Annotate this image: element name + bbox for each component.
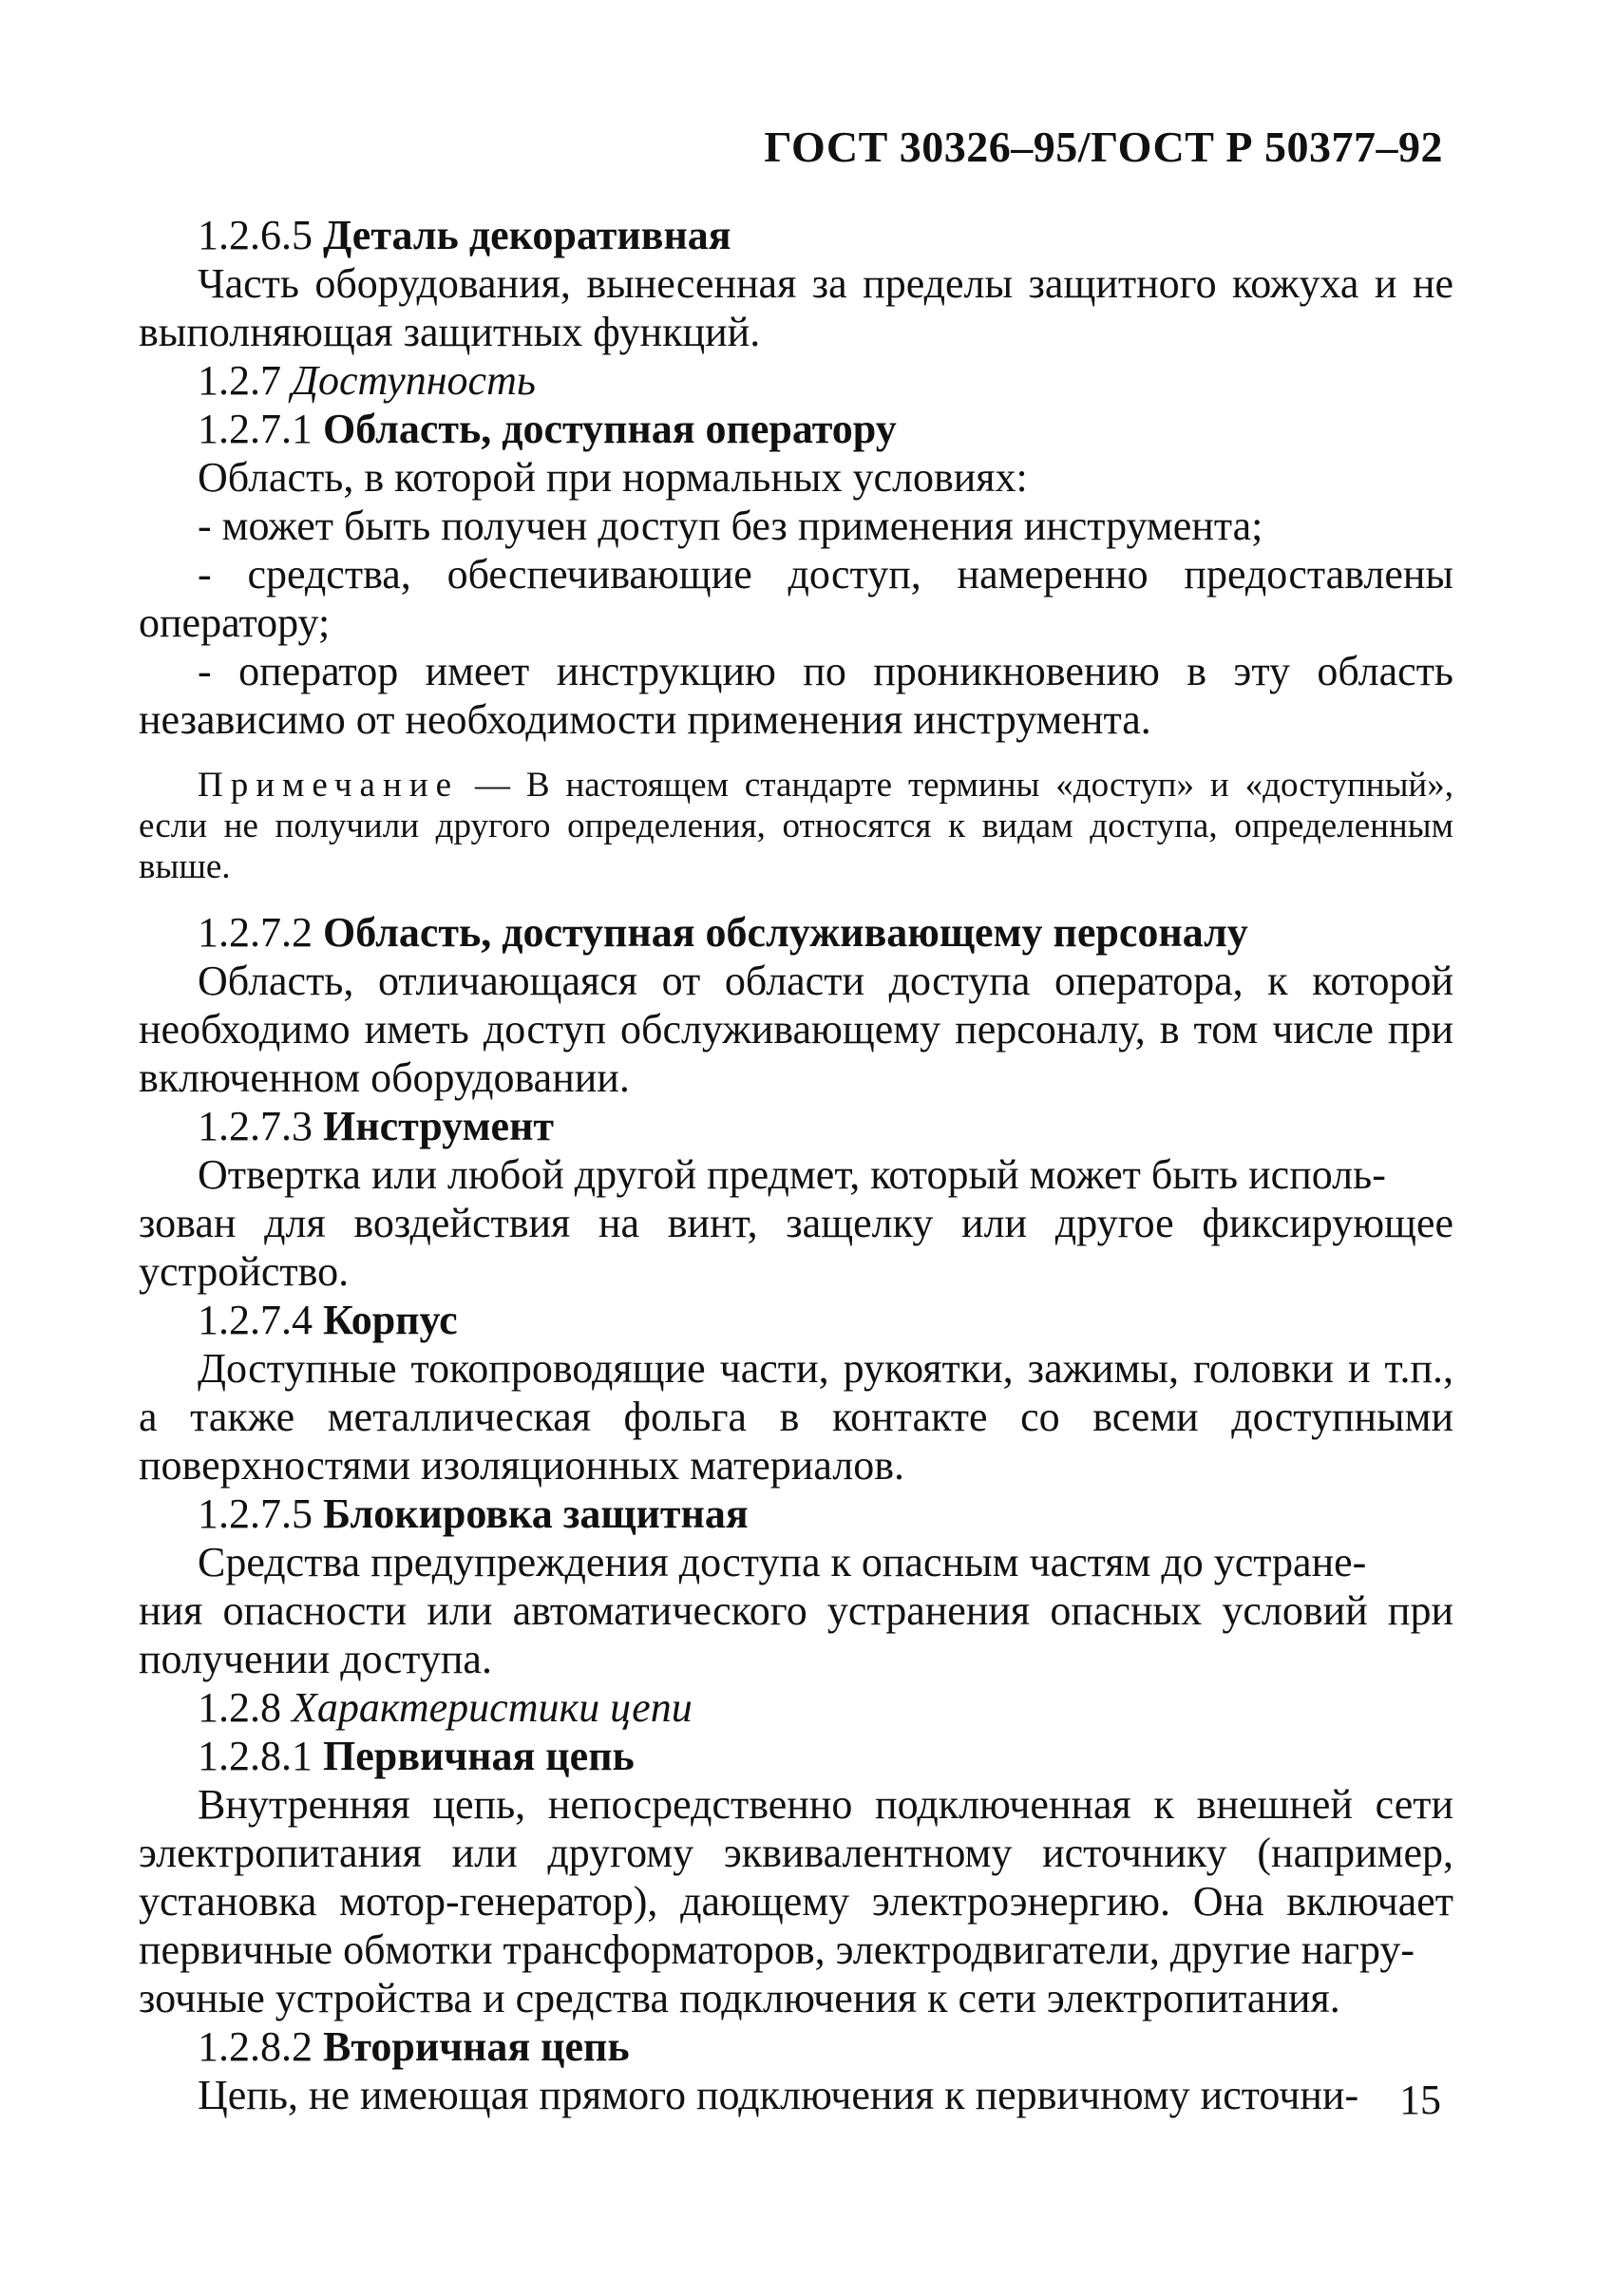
term-heading xyxy=(139,908,1453,957)
definition-paragraph xyxy=(139,957,1453,1102)
text-line: Отвертка или любой другой предмет, который может быть исполь- xyxy=(198,1151,1386,1198)
clause-number: 1.2.8 xyxy=(198,1684,281,1731)
text-line: необходимо иметь доступ обслуживающему персоналу, в том числе xyxy=(139,1006,1374,1053)
page-number: 15 xyxy=(1399,2077,1441,2123)
clause-number: 1.2.7.3 xyxy=(198,1103,313,1149)
clause-number: 1.2.7.5 xyxy=(198,1490,313,1537)
term-name: Область, доступная обслуживающему персоналу xyxy=(323,909,1248,956)
text-line: поверхностями изоляционных материалов. xyxy=(139,1442,904,1489)
definition-paragraph xyxy=(139,1150,1453,1296)
term-name: Блокировка защитная xyxy=(323,1490,749,1537)
term-heading xyxy=(139,1102,1453,1150)
note-paragraph xyxy=(139,765,1453,887)
text-line: не выполняющая защитных функций. xyxy=(139,260,1454,355)
clause-number: 1.2.8.2 xyxy=(198,2023,313,2070)
text-line: установка мотор-генератор), дающему электроэнергию. Она включает xyxy=(139,1878,1453,1925)
definition-paragraph xyxy=(139,1344,1453,1490)
text-line: Доступные токопроводящие части, рукоятки, зажимы, головки и xyxy=(198,1345,1371,1392)
text-line: Часть оборудования, вынесенная за пределы защитного кожуха и xyxy=(198,260,1397,307)
term-name: Деталь декоративная xyxy=(323,212,731,258)
term-name: Первичная цепь xyxy=(323,1733,635,1779)
section-title: Доступность xyxy=(292,357,536,404)
definition-paragraph xyxy=(139,259,1453,356)
text-line: получении доступа. xyxy=(139,1636,492,1682)
definition-paragraph xyxy=(139,502,1453,550)
term-heading xyxy=(139,1490,1453,1538)
text-line: - средства, обеспечивающие доступ, намеренно предоставлены xyxy=(198,551,1453,598)
text-line: зован для воздействия на винт, защелку или другое фиксирующее xyxy=(139,1200,1453,1246)
note-text: — В настоящем стандарте термины «доступ» и «доступный», если не получили другого определения, относятся к видам доступа, определенным выше. xyxy=(139,766,1453,886)
definition-paragraph xyxy=(139,647,1453,744)
clause-number: 1.2.7.1 xyxy=(198,406,313,452)
term-heading xyxy=(139,211,1453,259)
text-line: т.п., а также металлическая фольга в контакте со всеми доступными xyxy=(139,1345,1454,1440)
section-title: Характеристики цепи xyxy=(292,1684,693,1731)
clause-number: 1.2.7.2 xyxy=(198,909,313,956)
definition-paragraph xyxy=(139,1780,1453,2022)
clause-number: 1.2.6.5 xyxy=(198,212,313,258)
text-line: при включенном оборудовании. xyxy=(139,1006,1454,1101)
definition-paragraph xyxy=(139,550,1453,647)
definition-paragraph xyxy=(139,2071,1453,2119)
text-line: устройство. xyxy=(139,1248,350,1295)
text-line: Средства предупреждения доступа к опасным частям до устране- xyxy=(198,1539,1367,1585)
note-label: Примечание xyxy=(198,766,459,805)
term-name: Область, доступная оператору xyxy=(323,406,897,452)
text-line: Область, в которой при нормальных условиях: xyxy=(198,454,1028,501)
text-line: зочные устройства и средства подключения к сети электропитания. xyxy=(139,1975,1340,2021)
clause-number: 1.2.8.1 xyxy=(198,1733,313,1779)
text-line: независимо от необходимости применения инструмента. xyxy=(139,696,1151,743)
section-heading xyxy=(139,356,1453,405)
clause-number: 1.2.7.4 xyxy=(198,1297,313,1343)
text-line: - может быть получен доступ без применения инструмента; xyxy=(198,503,1263,549)
term-heading xyxy=(139,2022,1453,2071)
term-name: Инструмент xyxy=(323,1103,555,1149)
term-heading xyxy=(139,405,1453,453)
term-heading xyxy=(139,1732,1453,1780)
text-line: - оператор имеет инструкцию по проникновению в эту область xyxy=(198,648,1453,694)
text-line: Цепь, не имеющая прямого подключения к первичному источни- xyxy=(198,2072,1359,2118)
term-name: Вторичная цепь xyxy=(323,2023,630,2070)
text-line: первичные обмотки трансформаторов, электродвигатели, другие нагру- xyxy=(139,1926,1415,1973)
clause-number: 1.2.7 xyxy=(198,357,281,404)
text-line: электропитания или другому эквивалентному источнику (например, xyxy=(139,1830,1453,1876)
text-line: ния опасности или автоматического устранения опасных условий при xyxy=(139,1587,1453,1634)
section-heading xyxy=(139,1683,1453,1732)
text-line: оператору; xyxy=(139,599,331,646)
text-line: Область, отличающаяся от области доступа оператора, к которой xyxy=(198,958,1453,1004)
definition-paragraph xyxy=(139,453,1453,502)
definition-paragraph xyxy=(139,1538,1453,1683)
document-body xyxy=(139,211,1453,2119)
term-name: Корпус xyxy=(323,1297,458,1343)
term-heading xyxy=(139,1296,1453,1344)
standard-header: ГОСТ 30326–95/ГОСТ Р 50377–92 xyxy=(764,123,1443,171)
text-line: Внутренняя цепь, непосредственно подключенная к внешней сети xyxy=(198,1781,1453,1828)
